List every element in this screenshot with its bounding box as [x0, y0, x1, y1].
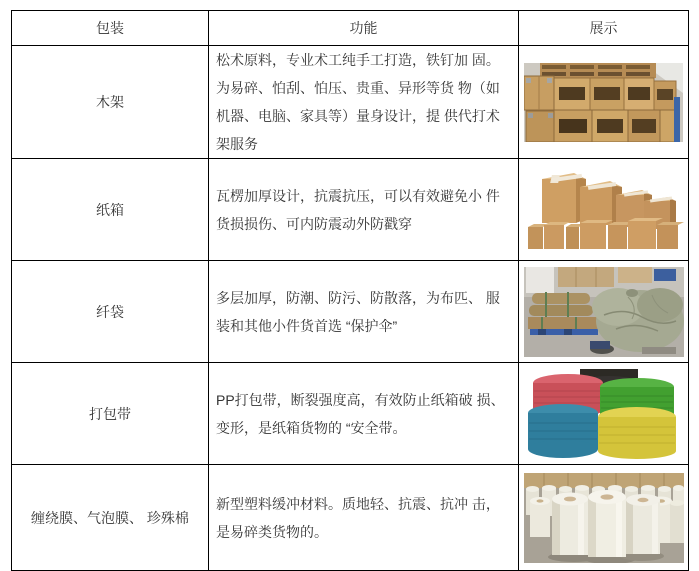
- table-row: [12, 261, 689, 363]
- header-packaging: 包装: [12, 11, 209, 46]
- fiber-bags-photo: [524, 267, 684, 357]
- function-cell: 新型塑料缓冲材料。质地轻、抗震、抗冲 击，是易碎类货物的。: [209, 465, 519, 571]
- table-row: [12, 465, 689, 571]
- carton-boxes-photo: [524, 165, 684, 255]
- packaging-cell: 木架: [12, 46, 209, 159]
- photo-cell: [519, 159, 689, 261]
- photo-cell: [519, 363, 689, 465]
- strapping-rolls-photo: [524, 369, 684, 459]
- packaging-cell: 打包带: [12, 363, 209, 465]
- packaging-cell: 纸箱: [12, 159, 209, 261]
- photo-cell: [519, 465, 689, 571]
- table-row: [12, 363, 689, 465]
- stretch-film-rolls-photo: [524, 473, 684, 563]
- packaging-table: [11, 10, 689, 571]
- function-cell: PP打包带，断裂强度高，有效防止纸箱破 损、变形，是纸箱货物的 “安全带。: [209, 363, 519, 465]
- wooden-crates-photo: [524, 63, 683, 142]
- function-cell: 瓦楞加厚设计，抗震抗压，可以有效避免小 件货损损伤、可内防震动外防戳穿: [209, 159, 519, 261]
- header-function: 功能: [209, 11, 519, 46]
- table-row: [12, 46, 689, 159]
- packaging-cell: 纤袋: [12, 261, 209, 363]
- function-cell: 多层加厚，防潮、防污、防散落，为布匹、 服装和其他小件货首选 “保护伞”: [209, 261, 519, 363]
- header-display: 展示: [519, 11, 689, 46]
- photo-cell: [519, 46, 689, 159]
- photo-cell: [519, 261, 689, 363]
- table-row: [12, 159, 689, 261]
- packaging-cell: 缠绕膜、气泡膜、 珍殊棉: [12, 465, 209, 571]
- table-header-row: [12, 11, 689, 46]
- function-cell: 松术原料，专业术工纯手工打造，铁钉加 固。为易碎、怕刮、怕压、贵重、异形等货 物（如机器、电脑、家具等）量身设计，提 供代打术架服务: [209, 46, 519, 159]
